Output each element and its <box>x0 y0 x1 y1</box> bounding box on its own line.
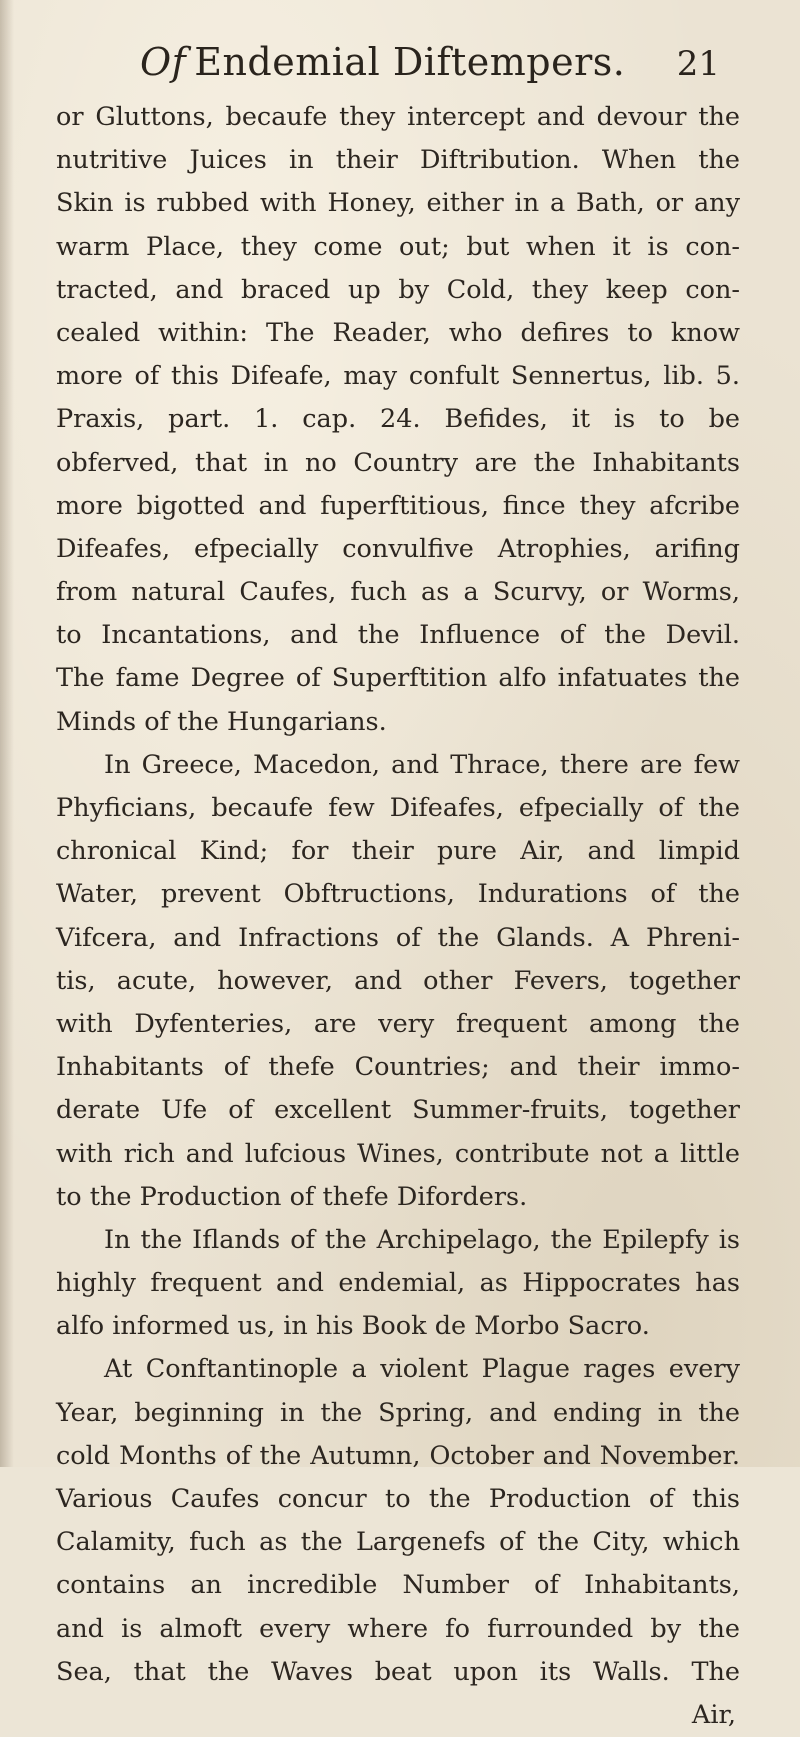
text-line: tracted, and braced up by Cold, they keep con- <box>56 274 740 305</box>
text-line: with Dyfenteries, are very frequent among the <box>56 1008 740 1039</box>
text-line: with rich and lufcious Wines, contribute not a little <box>56 1138 740 1169</box>
text-line: derate Ufe of excellent Summer-fruits, together <box>56 1095 740 1126</box>
text-line: contains an incredible Number of Inhabitants, <box>56 1570 740 1601</box>
text-line: Sea, that the Waves beat upon its Walls. The <box>56 1656 740 1687</box>
running-title-text: Endemial Diftempers. <box>194 40 626 84</box>
paragraph-start-line: In the Iflands of the Archipelago, the Epilepfy is <box>104 1224 740 1255</box>
page-number: 21 <box>676 44 720 84</box>
text-line: more of this Difeafe, may confult Sennertus, lib. 5. <box>56 361 740 392</box>
catchword: Air, <box>691 1699 736 1730</box>
text-line: Difeafes, efpecially convulfive Atrophies, arifing <box>56 533 740 564</box>
page-header <box>140 40 720 92</box>
running-title-of: Of <box>140 40 187 84</box>
text-line: Water, prevent Obftructions, Indurations of the <box>56 879 740 910</box>
text-line: Various Caufes concur to the Production of this <box>56 1484 740 1514</box>
text-line: The fame Degree of Superftition alfo infatuates the <box>56 663 740 694</box>
paragraph-start-line: In Greece, Macedon, and Thrace, there are few <box>104 749 740 780</box>
text-line: and is almoft every where fo furrounded by the <box>56 1613 740 1644</box>
text-line: Year, beginning in the Spring, and ending in the <box>56 1397 740 1428</box>
text-line: alfo informed us, in his Book de Morbo Sacro. <box>56 1311 650 1342</box>
text-line: tis, acute, however, and other Fevers, together <box>56 965 740 996</box>
text-line: warm Place, they come out; but when it is con- <box>56 231 740 262</box>
text-line: obferved, that in no Country are the Inhabitants <box>56 447 740 478</box>
text-line: from natural Caufes, fuch as a Scurvy, or Worms, <box>56 577 740 608</box>
running-title <box>140 40 625 84</box>
text-line: Skin is rubbed with Honey, either in a Bath, or any <box>56 188 740 219</box>
text-line: to Incantations, and the Influence of the Devil. <box>56 620 740 651</box>
text-line: Phyficians, becaufe few Difeafes, efpecially of the <box>56 793 740 823</box>
paragraph-start-line: At Conftantinople a violent Plague rages every <box>104 1354 740 1385</box>
text-line: more bigotted and fuperftitious, fince they afcribe <box>56 490 740 521</box>
text-line: to the Production of thefe Diforders. <box>56 1181 528 1212</box>
text-line: Minds of the Hungarians. <box>56 706 387 737</box>
text-line: Inhabitants of thefe Countries; and their immo- <box>56 1052 740 1083</box>
page-gutter-shadow <box>0 0 14 1467</box>
text-line: Vifcera, and Infractions of the Glands. A Phreni- <box>56 922 740 953</box>
text-line: chronical Kind; for their pure Air, and limpid <box>56 836 740 867</box>
text-line: cealed within: The Reader, who defires to know <box>56 317 740 348</box>
body-text <box>56 96 740 1737</box>
text-line: Calamity, fuch as the Largenefs of the City, which <box>56 1527 740 1558</box>
text-line: or Gluttons, becaufe they intercept and devour the <box>56 102 740 132</box>
text-line: Praxis, part. 1. cap. 24. Befides, it is to be <box>56 404 740 435</box>
text-line: highly frequent and endemial, as Hippocrates has <box>56 1268 740 1299</box>
text-line: cold Months of the Autumn, October and November. <box>56 1440 740 1471</box>
text-line: nutritive Juices in their Diftribution. When the <box>56 145 740 176</box>
